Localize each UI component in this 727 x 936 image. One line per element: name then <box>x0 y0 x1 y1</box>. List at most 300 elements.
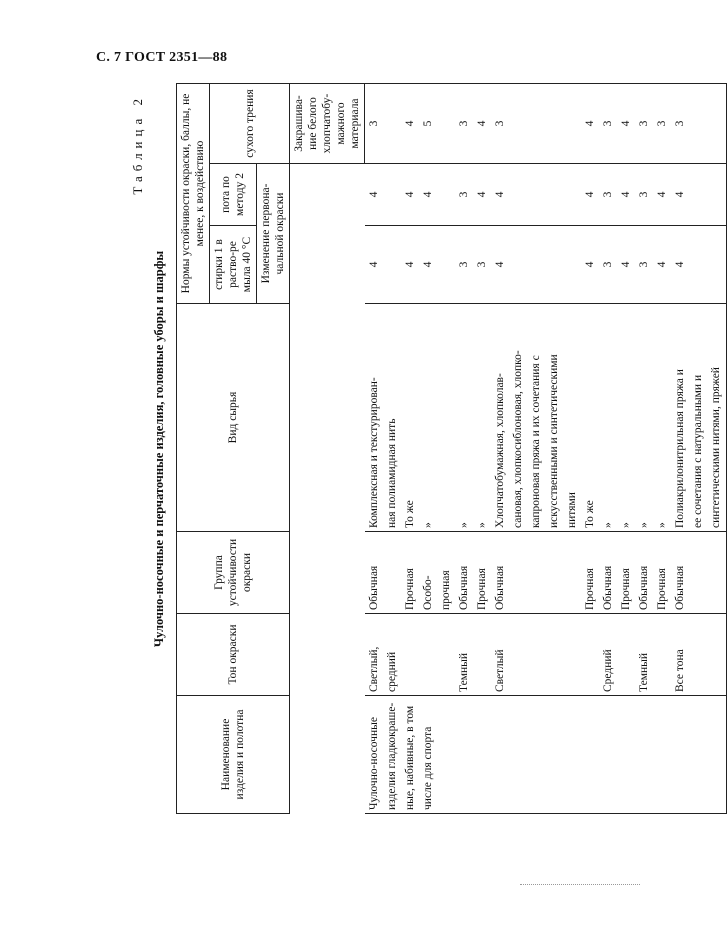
cell-tone <box>473 614 491 696</box>
tone-text: Средний <box>602 649 615 692</box>
group-text: Прочная <box>404 568 417 610</box>
cell-tone <box>581 614 599 696</box>
header-wash: стирки 1 в раство-ре мыла 40 °С <box>210 226 257 304</box>
dry-text: 4 <box>476 120 489 127</box>
sweat-text: 3 <box>638 191 651 198</box>
cell-group <box>617 532 635 614</box>
cell-material <box>635 304 653 532</box>
table-row <box>491 84 509 814</box>
dry-text <box>547 87 561 160</box>
tone-text <box>583 617 597 692</box>
cell-wash <box>401 226 419 304</box>
sweat-text <box>565 167 579 222</box>
wash-text: 3 <box>458 261 471 268</box>
cell-sweat <box>617 164 635 226</box>
sweat-text: 4 <box>404 191 417 198</box>
name-text <box>637 699 651 810</box>
table-body <box>365 84 726 814</box>
cell-wash <box>473 226 491 304</box>
group-text <box>709 535 723 610</box>
cell-wash <box>671 226 689 304</box>
cell-group <box>473 532 491 614</box>
cell-name <box>455 696 473 814</box>
material-text: » <box>620 522 633 528</box>
cell-tone <box>527 614 545 696</box>
wash-text: 3 <box>476 261 489 268</box>
cell-tone <box>437 614 455 696</box>
sweat-text: 4 <box>620 191 633 198</box>
cell-wash <box>509 226 527 304</box>
group-text: Особо- <box>422 575 435 610</box>
group-text: Прочная <box>656 568 669 610</box>
cell-wash <box>581 226 599 304</box>
group-text <box>565 535 579 610</box>
material-text: » <box>458 522 471 528</box>
cell-sweat <box>635 164 653 226</box>
header-sweat: пота по методу 2 <box>210 164 257 226</box>
cell-dry <box>473 84 491 164</box>
wash-text: 3 <box>602 261 615 268</box>
material-text: » <box>476 522 489 528</box>
table-row <box>707 84 726 814</box>
sweat-text: 3 <box>458 191 471 198</box>
dry-text: 4 <box>404 120 417 127</box>
cell-group <box>365 532 384 614</box>
wash-text: 4 <box>422 261 435 268</box>
table-row <box>653 84 671 814</box>
material-text: синтетическими нитями, пряжей <box>710 367 723 528</box>
sweat-text <box>709 167 723 222</box>
name-text <box>547 699 561 810</box>
table-row <box>563 84 581 814</box>
cell-tone <box>617 614 635 696</box>
rotated-table-page <box>130 84 723 814</box>
cell-dry <box>527 84 545 164</box>
tone-text: средний <box>386 651 399 692</box>
cell-wash <box>419 226 437 304</box>
cell-tone <box>491 614 509 696</box>
cell-wash <box>437 226 455 304</box>
name-text: изделия гладкокраше- <box>386 702 399 810</box>
cell-group <box>419 532 437 614</box>
material-text: Полиакрилонитрильная пряжа и <box>674 369 687 528</box>
cell-sweat <box>473 164 491 226</box>
cell-dry <box>563 84 581 164</box>
dry-text <box>529 87 543 160</box>
dry-text <box>709 87 723 160</box>
group-text: Обычная <box>494 565 507 610</box>
tone-text <box>709 617 723 692</box>
wash-text: 4 <box>674 261 687 268</box>
cell-tone <box>365 614 384 696</box>
sweat-text: 4 <box>674 191 687 198</box>
cell-material <box>581 304 599 532</box>
cell-group <box>671 532 689 614</box>
cell-group <box>689 532 707 614</box>
header-change: Изменение первона-чальной окраски <box>257 164 290 304</box>
cell-dry <box>671 84 689 164</box>
cell-material <box>545 304 563 532</box>
tone-text <box>511 617 525 692</box>
cell-name <box>707 696 726 814</box>
cell-group <box>509 532 527 614</box>
name-text <box>583 699 597 810</box>
cell-sweat <box>527 164 545 226</box>
material-text: Комплексная и текстурирован- <box>367 377 380 528</box>
cell-material <box>437 304 455 532</box>
dry-text: 4 <box>620 120 633 127</box>
cell-sweat <box>581 164 599 226</box>
cell-dry <box>707 84 726 164</box>
table-row <box>617 84 635 814</box>
table-row <box>365 84 384 814</box>
cell-name <box>581 696 599 814</box>
cell-wash <box>653 226 671 304</box>
name-text: Чулочно-носочные <box>367 717 380 810</box>
table-row <box>473 84 491 814</box>
tone-text <box>691 617 705 692</box>
cell-wash <box>383 226 401 304</box>
dry-text: 3 <box>602 120 615 127</box>
wash-text: 4 <box>494 261 507 268</box>
cell-group <box>545 532 563 614</box>
bottom-divider <box>520 884 640 885</box>
material-text: » <box>602 522 615 528</box>
cell-dry <box>617 84 635 164</box>
cell-tone <box>509 614 527 696</box>
cell-group <box>527 532 545 614</box>
cell-material <box>491 304 509 532</box>
cell-dry <box>545 84 563 164</box>
cell-wash <box>545 226 563 304</box>
cell-tone <box>635 614 653 696</box>
sweat-text <box>439 167 453 222</box>
cell-sweat <box>563 164 581 226</box>
cell-dry <box>455 84 473 164</box>
header-material: Вид сырья <box>177 304 290 532</box>
cell-name <box>473 696 491 814</box>
group-text: прочная <box>440 570 453 610</box>
material-text: » <box>422 522 435 528</box>
wash-text: 4 <box>620 261 633 268</box>
wash-text <box>547 229 561 300</box>
table-row <box>383 84 401 814</box>
cell-sweat <box>689 164 707 226</box>
cell-dry <box>419 84 437 164</box>
group-text: Обычная <box>367 565 380 610</box>
sweat-text: 4 <box>584 191 597 198</box>
table-row <box>671 84 689 814</box>
cell-material <box>653 304 671 532</box>
wash-text: 4 <box>367 261 380 268</box>
name-text <box>691 699 705 810</box>
group-text <box>547 535 561 610</box>
table-row <box>437 84 455 814</box>
cell-tone <box>455 614 473 696</box>
cell-name <box>401 696 419 814</box>
cell-material <box>527 304 545 532</box>
header-stain: Закрашива-ние белого хлопчатобу-мажного материала <box>290 84 365 164</box>
cell-dry <box>437 84 455 164</box>
name-text <box>475 699 489 810</box>
cell-group <box>383 532 401 614</box>
material-text: Хлопчатобумажная, хлопколав- <box>494 373 507 528</box>
tone-text <box>655 617 669 692</box>
table-row <box>689 84 707 814</box>
material-text: » <box>638 522 651 528</box>
cell-wash <box>563 226 581 304</box>
cell-group <box>707 532 726 614</box>
name-text <box>601 699 615 810</box>
cell-name <box>383 696 401 814</box>
dry-text <box>565 87 579 160</box>
cell-name <box>599 696 617 814</box>
cell-group <box>491 532 509 614</box>
cell-group <box>653 532 671 614</box>
cell-material <box>707 304 726 532</box>
group-text <box>529 535 543 610</box>
wash-text <box>709 229 723 300</box>
dry-text: 3 <box>458 120 471 127</box>
cell-dry <box>401 84 419 164</box>
sweat-text <box>547 167 561 222</box>
table-row <box>455 84 473 814</box>
material-text: искусственными и синтетическими <box>548 354 561 528</box>
cell-dry <box>365 84 384 164</box>
cell-dry <box>653 84 671 164</box>
cell-group <box>401 532 419 614</box>
dry-text: 3 <box>656 120 669 127</box>
cell-sweat <box>365 164 384 226</box>
wash-text: 4 <box>584 261 597 268</box>
material-text: ная полиамидная нить <box>386 418 399 528</box>
dry-text <box>511 87 525 160</box>
cell-tone <box>689 614 707 696</box>
cell-name <box>491 696 509 814</box>
cell-wash <box>527 226 545 304</box>
material-text: То же <box>404 500 417 528</box>
cell-dry <box>689 84 707 164</box>
cell-tone <box>707 614 726 696</box>
wash-text <box>511 229 525 300</box>
wash-text: 4 <box>656 261 669 268</box>
tone-text <box>529 617 543 692</box>
tone-text <box>547 617 561 692</box>
tone-text: Все тона <box>674 649 687 692</box>
cell-material <box>563 304 581 532</box>
cell-sweat <box>491 164 509 226</box>
cell-material <box>401 304 419 532</box>
sweat-text: 4 <box>494 191 507 198</box>
cell-material <box>383 304 401 532</box>
table-title: Чулочно-носочные и перчаточные изделия, головные уборы и шарфы <box>152 250 166 648</box>
wash-text <box>565 229 579 300</box>
tone-text <box>565 617 579 692</box>
cell-sweat <box>653 164 671 226</box>
norms-table <box>176 83 727 814</box>
cell-material <box>455 304 473 532</box>
cell-tone <box>671 614 689 696</box>
cell-name <box>635 696 653 814</box>
cell-name <box>419 696 437 814</box>
group-text: Прочная <box>620 568 633 610</box>
cell-tone <box>401 614 419 696</box>
cell-wash <box>365 226 384 304</box>
cell-sweat <box>509 164 527 226</box>
table-row <box>635 84 653 814</box>
material-text: ее сочетания с натуральными и <box>692 374 705 528</box>
cell-tone <box>545 614 563 696</box>
name-text <box>493 699 507 810</box>
cell-group <box>599 532 617 614</box>
cell-sweat <box>671 164 689 226</box>
dry-text: 3 <box>494 120 507 127</box>
header-group: Группа устойчивости окраски <box>177 532 290 614</box>
cell-name <box>563 696 581 814</box>
cell-dry <box>491 84 509 164</box>
cell-dry <box>383 84 401 164</box>
group-text: Прочная <box>584 568 597 610</box>
cell-tone <box>383 614 401 696</box>
cell-sweat <box>401 164 419 226</box>
cell-sweat <box>419 164 437 226</box>
tone-text <box>421 617 435 692</box>
cell-name <box>365 696 384 814</box>
group-text <box>385 535 399 610</box>
cell-material <box>671 304 689 532</box>
cell-tone <box>599 614 617 696</box>
cell-dry <box>635 84 653 164</box>
cell-tone <box>563 614 581 696</box>
cell-name <box>509 696 527 814</box>
tone-text: Темный <box>458 652 471 692</box>
material-text: То же <box>584 500 597 528</box>
name-text <box>529 699 543 810</box>
cell-sweat <box>455 164 473 226</box>
cell-dry <box>509 84 527 164</box>
table-row <box>527 84 545 814</box>
name-text <box>709 699 723 810</box>
tone-text <box>403 617 417 692</box>
cell-wash <box>689 226 707 304</box>
cell-group <box>635 532 653 614</box>
material-text: нитями <box>566 492 579 528</box>
cell-name <box>689 696 707 814</box>
cell-name <box>653 696 671 814</box>
header-tone: Тон окраски <box>177 614 290 696</box>
tone-text <box>619 617 633 692</box>
sweat-text: 4 <box>656 191 669 198</box>
wash-text: 3 <box>638 261 651 268</box>
cell-name <box>617 696 635 814</box>
cell-dry <box>599 84 617 164</box>
name-text <box>655 699 669 810</box>
dry-text: 3 <box>368 120 381 127</box>
tone-text <box>439 617 453 692</box>
tone-text <box>475 617 489 692</box>
cell-sweat <box>599 164 617 226</box>
group-text: Обычная <box>458 565 471 610</box>
sweat-text: 4 <box>422 191 435 198</box>
page-header: С. 7 ГОСТ 2351—88 <box>96 50 228 65</box>
group-text <box>691 535 705 610</box>
group-text: Прочная <box>476 568 489 610</box>
cell-sweat <box>383 164 401 226</box>
material-text <box>439 307 453 528</box>
group-text: Обычная <box>602 565 615 610</box>
cell-material <box>689 304 707 532</box>
dry-text <box>439 87 453 160</box>
dry-text: 5 <box>422 120 435 127</box>
cell-group <box>581 532 599 614</box>
table-row <box>599 84 617 814</box>
cell-tone <box>653 614 671 696</box>
cell-name <box>527 696 545 814</box>
tone-text: Темный <box>638 652 651 692</box>
table-row <box>419 84 437 814</box>
material-text: капроновая пряжа и их сочетания с <box>530 355 543 528</box>
tone-text: Светлый <box>494 649 507 692</box>
header-norms: Нормы устойчивости окраски, баллы, не менее, к воздействию <box>177 84 210 304</box>
cell-sweat <box>437 164 455 226</box>
name-text <box>619 699 633 810</box>
sweat-text <box>511 167 525 222</box>
name-text <box>439 699 453 810</box>
material-text: » <box>656 522 669 528</box>
cell-material <box>473 304 491 532</box>
dry-text: 3 <box>674 120 687 127</box>
cell-material <box>599 304 617 532</box>
cell-name <box>671 696 689 814</box>
sweat-text <box>385 167 399 222</box>
tone-text: Светлый, <box>367 646 380 692</box>
material-text: сановая, хлопкосиблоновая, хлопко- <box>512 350 525 528</box>
cell-group <box>437 532 455 614</box>
cell-wash <box>599 226 617 304</box>
cell-sweat <box>707 164 726 226</box>
dry-text <box>691 87 705 160</box>
cell-dry <box>581 84 599 164</box>
sweat-text <box>529 167 543 222</box>
name-text <box>565 699 579 810</box>
cell-tone <box>419 614 437 696</box>
header-name: Наименование изделия и полотна <box>177 696 290 814</box>
name-text: числе для спорта <box>422 726 435 810</box>
table-row <box>509 84 527 814</box>
cell-name <box>545 696 563 814</box>
wash-text <box>439 229 453 300</box>
cell-wash <box>455 226 473 304</box>
cell-material <box>365 304 384 532</box>
name-text: ные, набивные, в том <box>404 705 417 810</box>
cell-material <box>617 304 635 532</box>
dry-text: 4 <box>584 120 597 127</box>
table-row <box>401 84 419 814</box>
table-row <box>581 84 599 814</box>
cell-sweat <box>545 164 563 226</box>
cell-group <box>455 532 473 614</box>
header-dry: сухого трения <box>210 84 290 164</box>
name-text <box>457 699 471 810</box>
dry-text: 3 <box>638 120 651 127</box>
table-row <box>545 84 563 814</box>
cell-material <box>419 304 437 532</box>
group-text: Обычная <box>674 565 687 610</box>
name-text <box>511 699 525 810</box>
sweat-text: 4 <box>476 191 489 198</box>
cell-wash <box>707 226 726 304</box>
wash-text: 4 <box>404 261 417 268</box>
